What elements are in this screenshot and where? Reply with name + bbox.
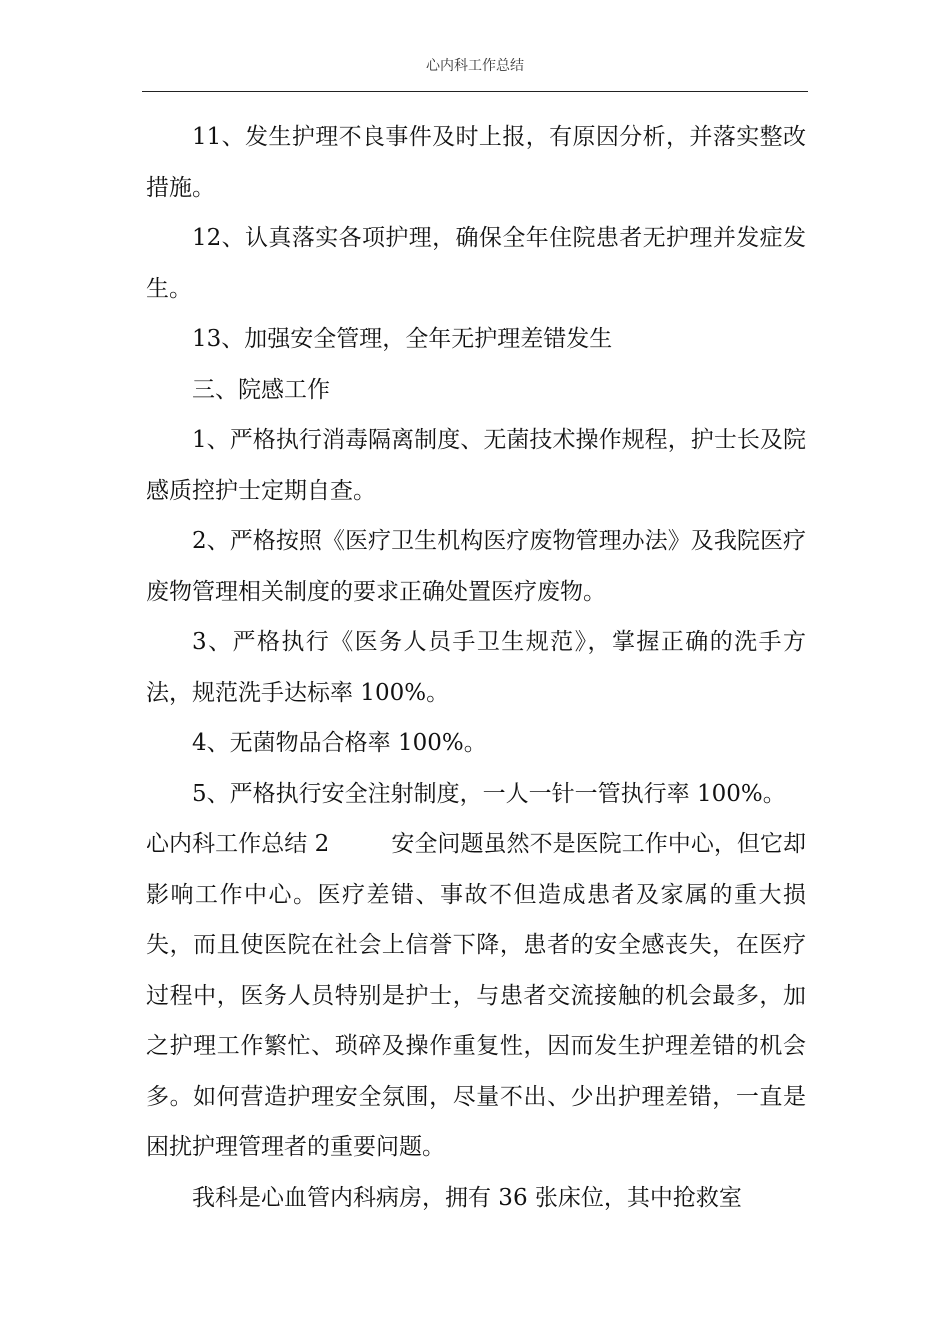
page-header-title: 心内科工作总结 (426, 58, 524, 74)
section2-heading: 心内科工作总结 2 (146, 831, 330, 857)
section2-paragraph (146, 819, 806, 1173)
paragraph-ic-5: 5、严格执行安全注射制度，一人一针一管执行率 100%。 (192, 780, 786, 807)
paragraph-13: 13、加强安全管理，全年无护理差错发生 (192, 326, 613, 352)
paragraph-ic-1: 1、严格执行消毒隔离制度、无菌技术操作规程，护士长及院感质控护士定期自查。 (146, 427, 806, 504)
document-body (146, 112, 806, 1223)
section-heading-infection-control: 三、院感工作 (192, 376, 330, 403)
paragraph-ic-3: 3、严格执行《医务人员手卫生规范》，掌握正确的洗手方法，规范洗手达标率 100%。 (146, 629, 806, 706)
header-rule (142, 91, 808, 92)
paragraph-ward-intro: 我科是心血管内科病房，拥有 36 张床位，其中抢救室 (192, 1184, 742, 1211)
section2-text: 安全问题虽然不是医院工作中心，但它却影响工作中心。医疗差错、事故不但造成患者及家属的重大损失，而且使医院在社会上信誉下降，患者的安全感丧失，在医疗过程中，医务人员特别是护士，与患者交流接触的机会最多，加之护理工作繁忙、琐碎及操作重复性，因而发生护理差错的机会多。如何营造护理安全氛围，尽量不出、少出护理差错，一直是困扰护理管理者的重要问题。 (146, 831, 807, 1160)
paragraph-11: 11、发生护理不良事件及时上报，有原因分析，并落实整改措施。 (146, 124, 806, 201)
paragraph-12: 12、认真落实各项护理，确保全年住院患者无护理并发症发生。 (146, 225, 806, 302)
paragraph-ic-4: 4、无菌物品合格率 100%。 (192, 730, 487, 756)
paragraph-ic-2: 2、严格按照《医疗卫生机构医疗废物管理办法》及我院医疗废物管理相关制度的要求正确处置医疗废物。 (146, 528, 806, 605)
